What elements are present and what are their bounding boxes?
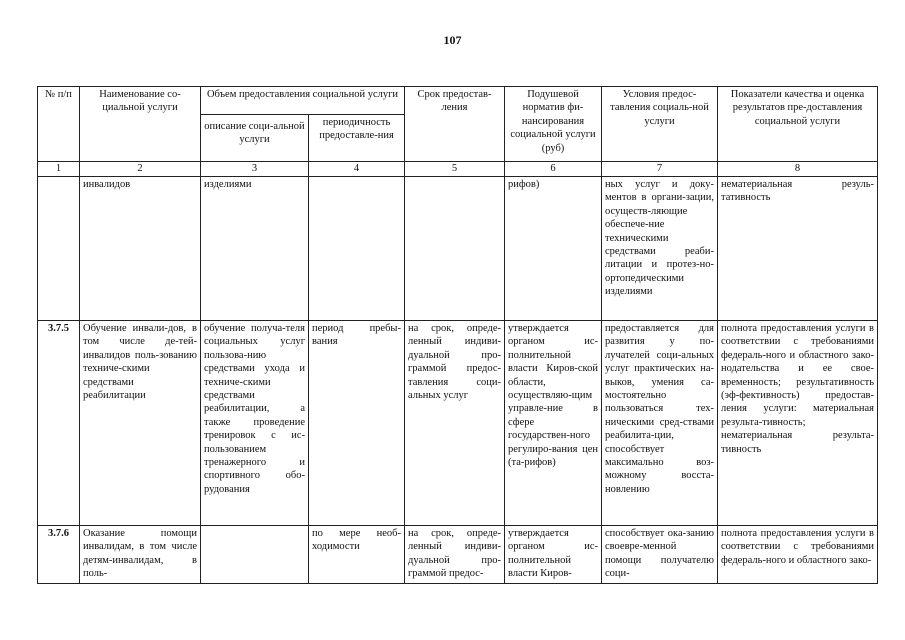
service-norm: рифов) — [505, 177, 602, 321]
service-conditions: предоставляется для развития у по-лучателей соци-альных услуг практических на-выков, умения са-мостоятельно пользоваться тех-ническими сред-ствами реабилита-ции, способствует максимально воз-можному восста-новлению — [602, 321, 718, 526]
service-frequency: по мере необ-ходимости — [309, 526, 405, 584]
services-table — [37, 86, 878, 584]
header-service-name: Наименование со-циальной услуги — [80, 87, 201, 162]
header-volume: Объем предоставления социальной услуги — [201, 87, 405, 115]
row-number: 3.7.5 — [38, 321, 80, 526]
header-norm: Подушевой норматив фи-нансирования социальной услуги (руб) — [505, 87, 602, 162]
service-name: инвалидов — [80, 177, 201, 321]
table-row — [38, 177, 878, 321]
row-number — [38, 177, 80, 321]
col-num-3: 3 — [201, 162, 309, 177]
header-row-top — [38, 87, 878, 115]
table-row — [38, 526, 878, 584]
service-norm: утверждается органом ис-полнительной власти Киров- — [505, 526, 602, 584]
service-conditions: ных услуг и доку-ментов в органи-зации, осуществ-ляющие обеспече-ние техническими средствами реаби-литации и протез-но-ортопедическими изделиями — [602, 177, 718, 321]
service-frequency: период пребы-вания — [309, 321, 405, 526]
service-description — [201, 526, 309, 584]
row-number: 3.7.6 — [38, 526, 80, 584]
col-num-2: 2 — [80, 162, 201, 177]
service-norm: утверждается органом ис-полнительной власти Киров-ской области, осуществляю-щим управле-ние в сфере государствен-ного регулиро-вания цен (та-рифов) — [505, 321, 602, 526]
service-quality: нематериальная резуль-тативность — [718, 177, 878, 321]
service-name: Обучение инвали-дов, в том числе де-тей-инвалидов поль-зованию техниче-скими средствами реабилитации — [80, 321, 201, 526]
service-description: обучение получа-теля социальных услуг пользова-нию средствами ухода и техниче-скими средствами реабилитации, а также проведение тренировок с ис-пользованием тренажерного и спортивного обо-рудования — [201, 321, 309, 526]
col-num-1: 1 — [38, 162, 80, 177]
col-num-5: 5 — [405, 162, 505, 177]
service-conditions: способствует ока-занию своевре-менной помощи получателю соци- — [602, 526, 718, 584]
page-number: 107 — [443, 33, 462, 47]
header-frequency: периодичность предоставле-ния — [309, 115, 405, 162]
col-num-8: 8 — [718, 162, 878, 177]
header-number: № п/п — [38, 87, 80, 162]
service-name: Оказание помощи инвалидам, в том числе детям-инвалидам, в поль- — [80, 526, 201, 584]
service-frequency — [309, 177, 405, 321]
col-num-7: 7 — [602, 162, 718, 177]
header-quality: Показатели качества и оценка результатов пре-доставления социальной услуги — [718, 87, 878, 162]
service-term: на срок, опреде-ленный индиви-дуальной про-граммой предос- — [405, 526, 505, 584]
header-term: Срок предостав-ления — [405, 87, 505, 162]
service-description: изделиями — [201, 177, 309, 321]
col-num-6: 6 — [505, 162, 602, 177]
service-quality: полнота предоставления услуги в соответствии с требованиями федераль-ного и областного зако-нодательства и ее свое-временность; результативность (эф-фективность) предостав-ления услуги: материальная результа-тивность; нематериальная результа-тивность — [718, 321, 878, 526]
col-num-4: 4 — [309, 162, 405, 177]
service-quality: полнота предоставления услуги в соответствии с требованиями федераль-ного и областного зако- — [718, 526, 878, 584]
header-conditions: Условия предос-тавления социаль-ной услуги — [602, 87, 718, 162]
column-number-row — [38, 162, 878, 177]
service-term — [405, 177, 505, 321]
service-term: на срок, опреде-ленный индиви-дуальной про-граммой предос-тавления соци-альных услуг — [405, 321, 505, 526]
table-row — [38, 321, 878, 526]
header-description: описание соци-альной услуги — [201, 115, 309, 162]
